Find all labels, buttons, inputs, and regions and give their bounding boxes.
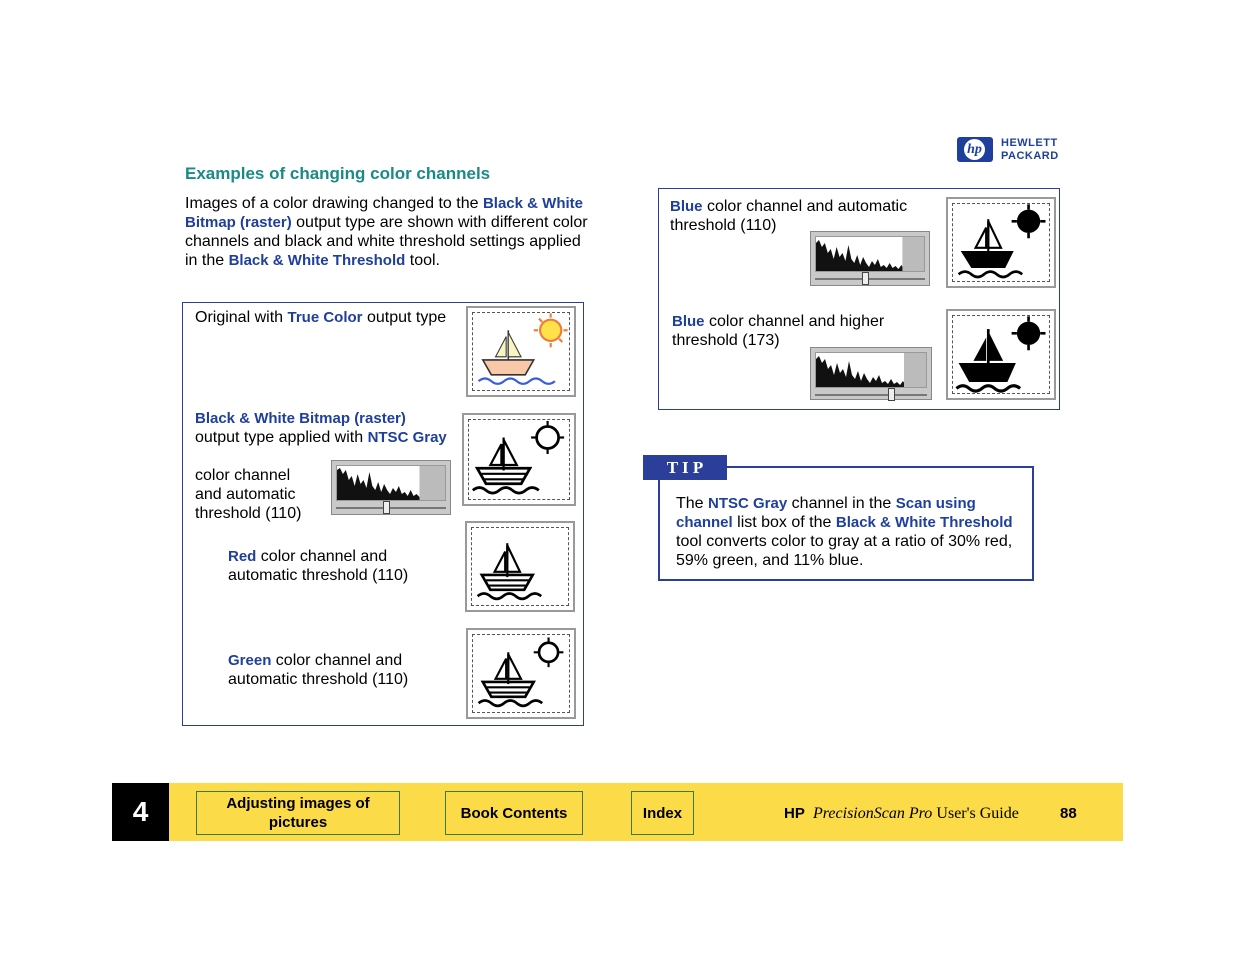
red-caption: Red color channel and automatic threshold (110) — [228, 548, 409, 584]
green-bw-image — [466, 628, 576, 719]
ntsc-caption-rest: color channel and automatic threshold (110) — [195, 467, 302, 522]
tip-label: T I P — [643, 455, 727, 480]
histogram-plot — [815, 352, 927, 388]
blue-high-caption: Blue color channel and higher threshold (173) — [672, 313, 885, 349]
chapter-number: 4 — [112, 783, 169, 841]
blue-high-histogram — [810, 347, 932, 400]
histogram-plot — [336, 465, 446, 501]
index-button[interactable]: Index — [631, 791, 694, 835]
hp-logo-icon: hp — [957, 137, 993, 162]
ntsc-threshold-histogram — [331, 460, 451, 515]
green-caption: Green color channel and automatic threshold (110) — [228, 652, 409, 688]
book-contents-button[interactable]: Book Contents — [445, 791, 583, 835]
original-color-image — [466, 306, 576, 397]
blue-auto-image — [946, 197, 1056, 288]
keyword-bw-bitmap: Black & White Bitmap (raster) — [185, 195, 583, 231]
blue-auto-histogram — [810, 231, 930, 286]
red-bw-image — [465, 521, 575, 612]
threshold-slider-track[interactable] — [815, 394, 927, 396]
section-nav-button[interactable]: Adjusting images of pictures — [196, 791, 400, 835]
keyword-bw-threshold: Black & White Threshold — [228, 252, 406, 269]
section-heading: Examples of changing color channels — [185, 164, 491, 183]
blue-auto-caption: Blue color channel and automatic threshold (110) — [670, 198, 908, 234]
intro-paragraph: Images of a color drawing changed to the Black & White Bitmap (raster) output type are shown with different color channels and black and white threshold settings applied in the Black & White Threshold tool. — [185, 195, 588, 269]
threshold-slider-knob[interactable] — [888, 388, 895, 401]
blue-high-image — [946, 309, 1056, 400]
hp-logo — [957, 137, 1079, 163]
hp-logo-text-1: HEWLETT — [1001, 137, 1058, 149]
histogram-plot — [815, 236, 925, 272]
hp-logo-text-2: PACKARD — [1001, 150, 1059, 162]
ntsc-caption: Black & White Bitmap (raster) output type applied with NTSC Gray — [195, 410, 447, 446]
tip-text: The NTSC Gray channel in the Scan using channel list box of the Black & White Threshold tool converts color to gray at a ratio of 30% red, 59% green, and 11% blue. — [676, 495, 1013, 569]
threshold-slider-track[interactable] — [815, 278, 925, 280]
ntsc-bw-image — [462, 413, 576, 506]
threshold-slider-knob[interactable] — [383, 501, 390, 514]
guide-title: HP PrecisionScan Pro User's Guide — [784, 805, 1019, 822]
threshold-slider-track[interactable] — [336, 507, 446, 509]
page-number: 88 — [1060, 805, 1077, 822]
original-caption: Original with True Color output type — [195, 309, 447, 326]
threshold-slider-knob[interactable] — [862, 272, 869, 285]
